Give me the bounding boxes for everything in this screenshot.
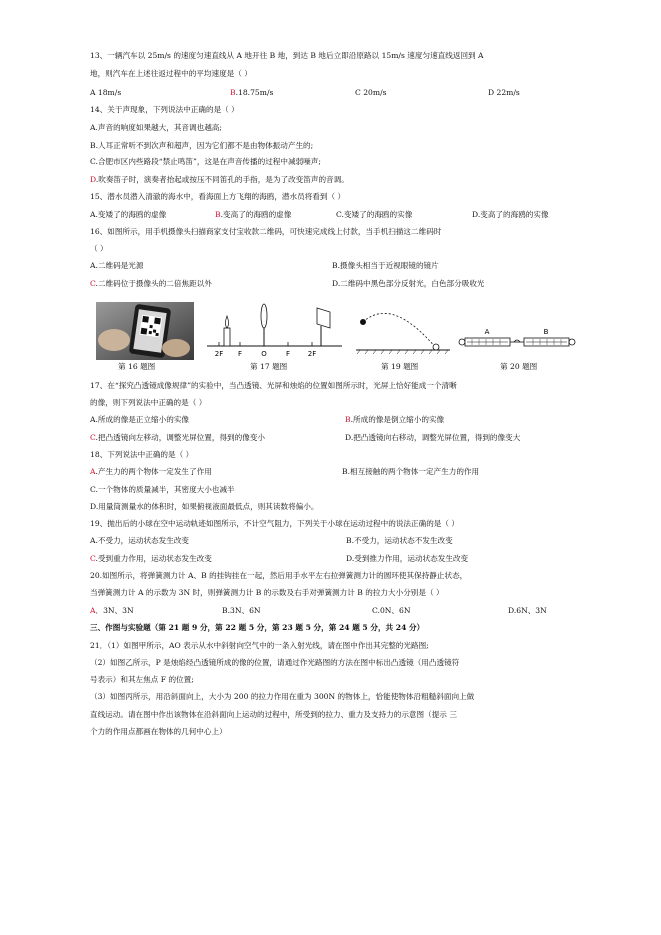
q21-part3-line2: 直线运动。请在图中作出该物体在沿斜面向上运动的过程中，所受到的拉力、重力及支持力的示意图（提示 三 <box>90 710 457 719</box>
q13-option-c: C 20m/s <box>355 88 387 97</box>
q19-option-b: B.不受力，运动状态不发生改变 <box>346 536 453 545</box>
figure-16-phone-qr <box>96 302 194 360</box>
q16-option-c: C.二维码位于摄像头的二倍焦距以外 <box>90 279 212 288</box>
q21-part2-line2: 号表示）和其左焦点 F 的位置; <box>90 675 194 684</box>
q19-option-d: D.受到推力作用，运动状态发生改变 <box>346 554 469 563</box>
figure-19-caption: 第 19 题图 <box>381 362 419 371</box>
q17-option-a: A.所成的像是正立缩小的实像 <box>90 415 190 424</box>
figure-17-optical-bench <box>207 302 342 360</box>
q20-option-b: B.3N、6N <box>222 606 261 615</box>
q20-option-a: A．3N、3N <box>90 606 134 615</box>
q16-option-b: B.摄像头相当于近视眼镜的镜片 <box>332 261 439 270</box>
q17-option-c: C.把凸透镜向左移动，调整光屏位置，得到的像变小 <box>90 433 266 442</box>
q17-stem-line2: 的像，则下列说法中正确的是（ ） <box>90 398 207 407</box>
q18-stem: 18、下列说法中正确的是（ ） <box>90 450 194 459</box>
q19-option-a: A.不受力，运动状态发生改变 <box>90 536 190 545</box>
q20-stem-line1: 20.如图所示，将弹簧测力计 A、B 的挂钩挂在一起，然后用手水平左右拉弹簧测力计的圆环使其保持静止状态， <box>90 571 468 580</box>
q17-stem-line1: 17、在“探究凸透镜成像规律”的实验中，当凸透镜、光屏和烛焰的位置如图所示时，光屏上恰好能成一个清晰 <box>90 381 457 390</box>
q14-option-a: A.声音的响度如果越大，其音调也越高; <box>90 123 222 132</box>
q21-part1: 21．（1）如图甲所示，AO 表示从水中斜射向空气中的一条入射光线，请在图中作出其完整的光路图; <box>90 641 429 650</box>
q16-option-a: A.二维码是光源 <box>90 261 144 270</box>
figure-20-caption: 第 20 题图 <box>500 362 538 371</box>
q15-stem: 15、潜水员潜入清澈的海水中，看海面上方飞翔的海鸥，潜水员将看到（ ） <box>90 192 346 201</box>
figure-20-spring-scales <box>457 320 577 360</box>
q13-option-b: B.18.75m/s <box>230 88 274 97</box>
q16-option-d: D.二维码中黑色部分反射光，白色部分吸收光 <box>332 279 485 288</box>
q21-part3-line3: 个力的作用点都画在物体的几何中心上） <box>90 727 227 736</box>
q21-part2-line1: （2）如图乙所示，P 是烛焰经凸透镜所成的像的位置，请通过作光路图的方法在图中标出凸透镜（用凸透镜符 <box>90 658 460 667</box>
q18-option-c: C.一个物体的质量减半，其密度大小也减半 <box>90 485 235 494</box>
q21-part3-line1: （3）如图丙所示，用沿斜面向上，大小为 200 的拉力作用在重为 300N 的物体上，恰能使物体沿粗糙斜面向上做 <box>90 692 475 701</box>
q20-option-c: C.0N、6N <box>372 606 411 615</box>
figure-17-caption: 第 17 题图 <box>250 362 288 371</box>
section-3-heading: 三、作图与实验题（第 21 题 9 分，第 22 题 5 分，第 23 题 5 分，第 24 题 5 分，共 24 分） <box>90 623 425 632</box>
q15-option-a: A.变矮了的海鸥的虚像 <box>90 210 167 219</box>
q18-option-a: A.产生力的两个物体一定发生了作用 <box>90 467 212 476</box>
figure-17-label-f-right: F <box>285 350 291 358</box>
q15-option-d: D.变高了的海鸥的实像 <box>472 210 549 219</box>
q20-stem-line2: 当弹簧测力计 A 的示数为 3N 时，则弹簧测力计 B 的示数及右手对弹簧测力计 B 的拉力大小分别是（ ） <box>90 588 444 597</box>
q14-stem: 14、关于声现象，下列说法中正确的是（ ） <box>90 105 239 114</box>
q14-option-c: C.合肥市区内些路段“禁止鸣笛”，这是在声音传播的过程中减弱噪声; <box>90 157 321 166</box>
figure-17-label-o: O <box>261 350 267 358</box>
q17-option-d: D.把凸透镜向右移动，调整光屏位置，得到的像变大 <box>345 433 521 442</box>
q14-option-b: B.人耳正常听不到次声和超声，因为它们都不是由物体振动产生的; <box>90 141 314 150</box>
q13-option-d: D 22m/s <box>488 88 520 97</box>
figure-16-caption: 第 16 题图 <box>118 362 156 371</box>
q13-option-a: A 18m/s <box>90 88 122 97</box>
q20-option-d: D.6N、3N <box>508 606 547 615</box>
figure-17-label-2f-right: 2F <box>307 350 317 358</box>
q18-option-b: B.相互接触的两个物体一定产生力的作用 <box>342 467 480 476</box>
figure-20-label-b: B <box>543 328 549 336</box>
q13-stem-line2: 地，则汽车在上述往返过程中的平均速度是（ ） <box>90 69 252 78</box>
q16-stem-line2: （ ） <box>90 244 108 253</box>
figure-19-trajectory <box>352 302 452 360</box>
q15-option-b: B.变高了的海鸥的虚像 <box>215 210 292 219</box>
q16-stem-line1: 16、如图所示，用手机摄像头扫描商家支付宝收款二维码，可快速完成线上付款，当手机扫描这二维码时 <box>90 227 442 236</box>
q13-stem-line1: 13、一辆汽车以 25m/s 的速度匀速直线从 A 地开往 B 地，到达 B 地后立即沿原路以 15m/s 速度匀速直线返回到 A <box>90 51 484 60</box>
q15-option-c: C.变矮了的海鸥的实像 <box>336 210 413 219</box>
q19-option-c: C.受到重力作用，运动状态发生改变 <box>90 554 212 563</box>
figure-17-label-f-left: F <box>237 350 243 358</box>
figure-17-label-2f-left: 2F <box>214 350 224 358</box>
q18-option-d: D.用量筒测量水的体积时，如果俯视液面最低点，则其读数将偏小。 <box>90 502 319 511</box>
q19-stem: 19、抛出后的小球在空中运动轨迹如图所示，不计空气阻力，下列关于小球在运动过程中的说法正确的是（ ） <box>90 519 459 528</box>
figure-20-label-a: A <box>484 328 490 336</box>
q17-option-b: B.所成的像是倒立缩小的实像 <box>345 415 445 424</box>
q14-option-d: D.吹奏笛子时，演奏者抬起或按压不同笛孔的手指，是为了改变笛声的音调。 <box>90 175 349 184</box>
